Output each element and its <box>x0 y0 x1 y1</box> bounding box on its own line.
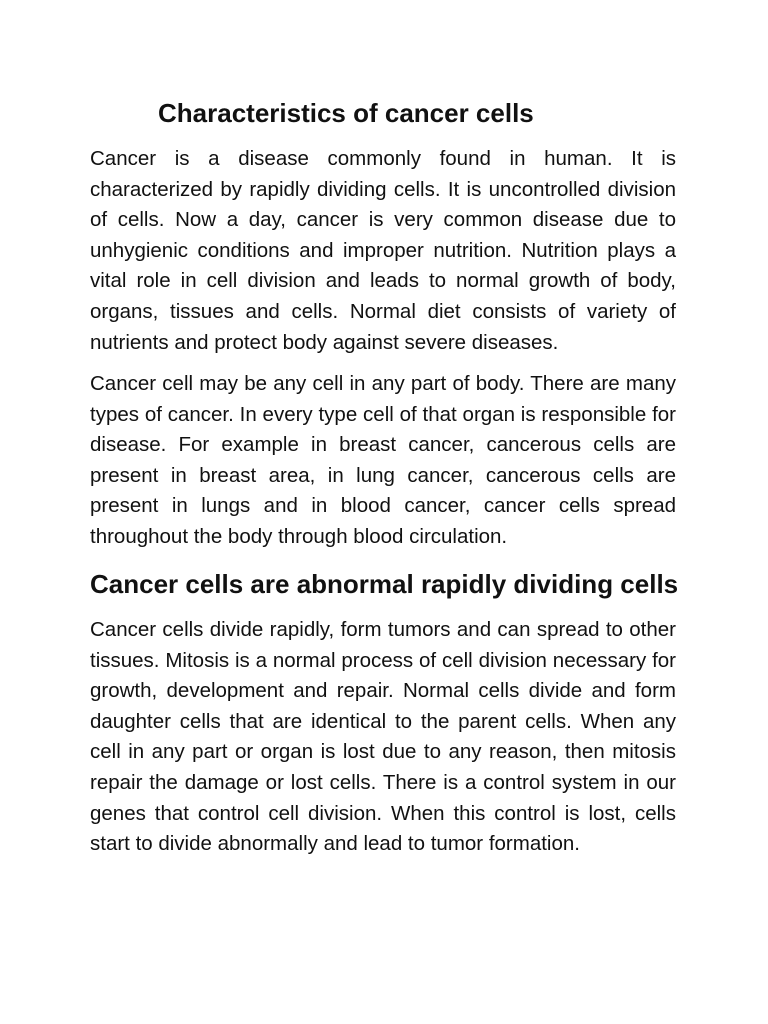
document-title: Characteristics of cancer cells <box>158 98 534 128</box>
section-heading: Cancer cells are abnormal rapidly dividing cells <box>90 569 679 599</box>
types-paragraph: Cancer cell may be any cell in any part of body. There are many types of cancer. In every type cell of that organ is responsible for disease. For example in breast cancer, cancerous cells are present in breast area, in lung cancer, cancerous cells are present in lungs and in blood cancer, cancer cells spread throughout the body through blood circulation. <box>90 372 676 548</box>
section-paragraph: Cancer cells divide rapidly, form tumors and can spread to other tissues. Mitosis is a normal process of cell division necessary for growth, development and repair. Normal cells divide and form daughter cells that are identical to the parent cells. When any cell in any part or organ is lost due to any reason, then mitosis repair the damage or lost cells. There is a control system in our genes that control cell division. When this control is lost, cells start to divide abnormally and lead to tumor formation. <box>90 618 676 856</box>
intro-paragraph: Cancer is a disease commonly found in human. It is characterized by rapidly dividing cells. It is uncontrolled division of cells. Now a day, cancer is very common disease due to unhygienic conditions and improper nutrition. Nutrition plays a vital role in cell division and leads to normal growth of body, organs, tissues and cells. Normal diet consists of variety of nutrients and protect body against severe diseases. <box>90 147 676 354</box>
